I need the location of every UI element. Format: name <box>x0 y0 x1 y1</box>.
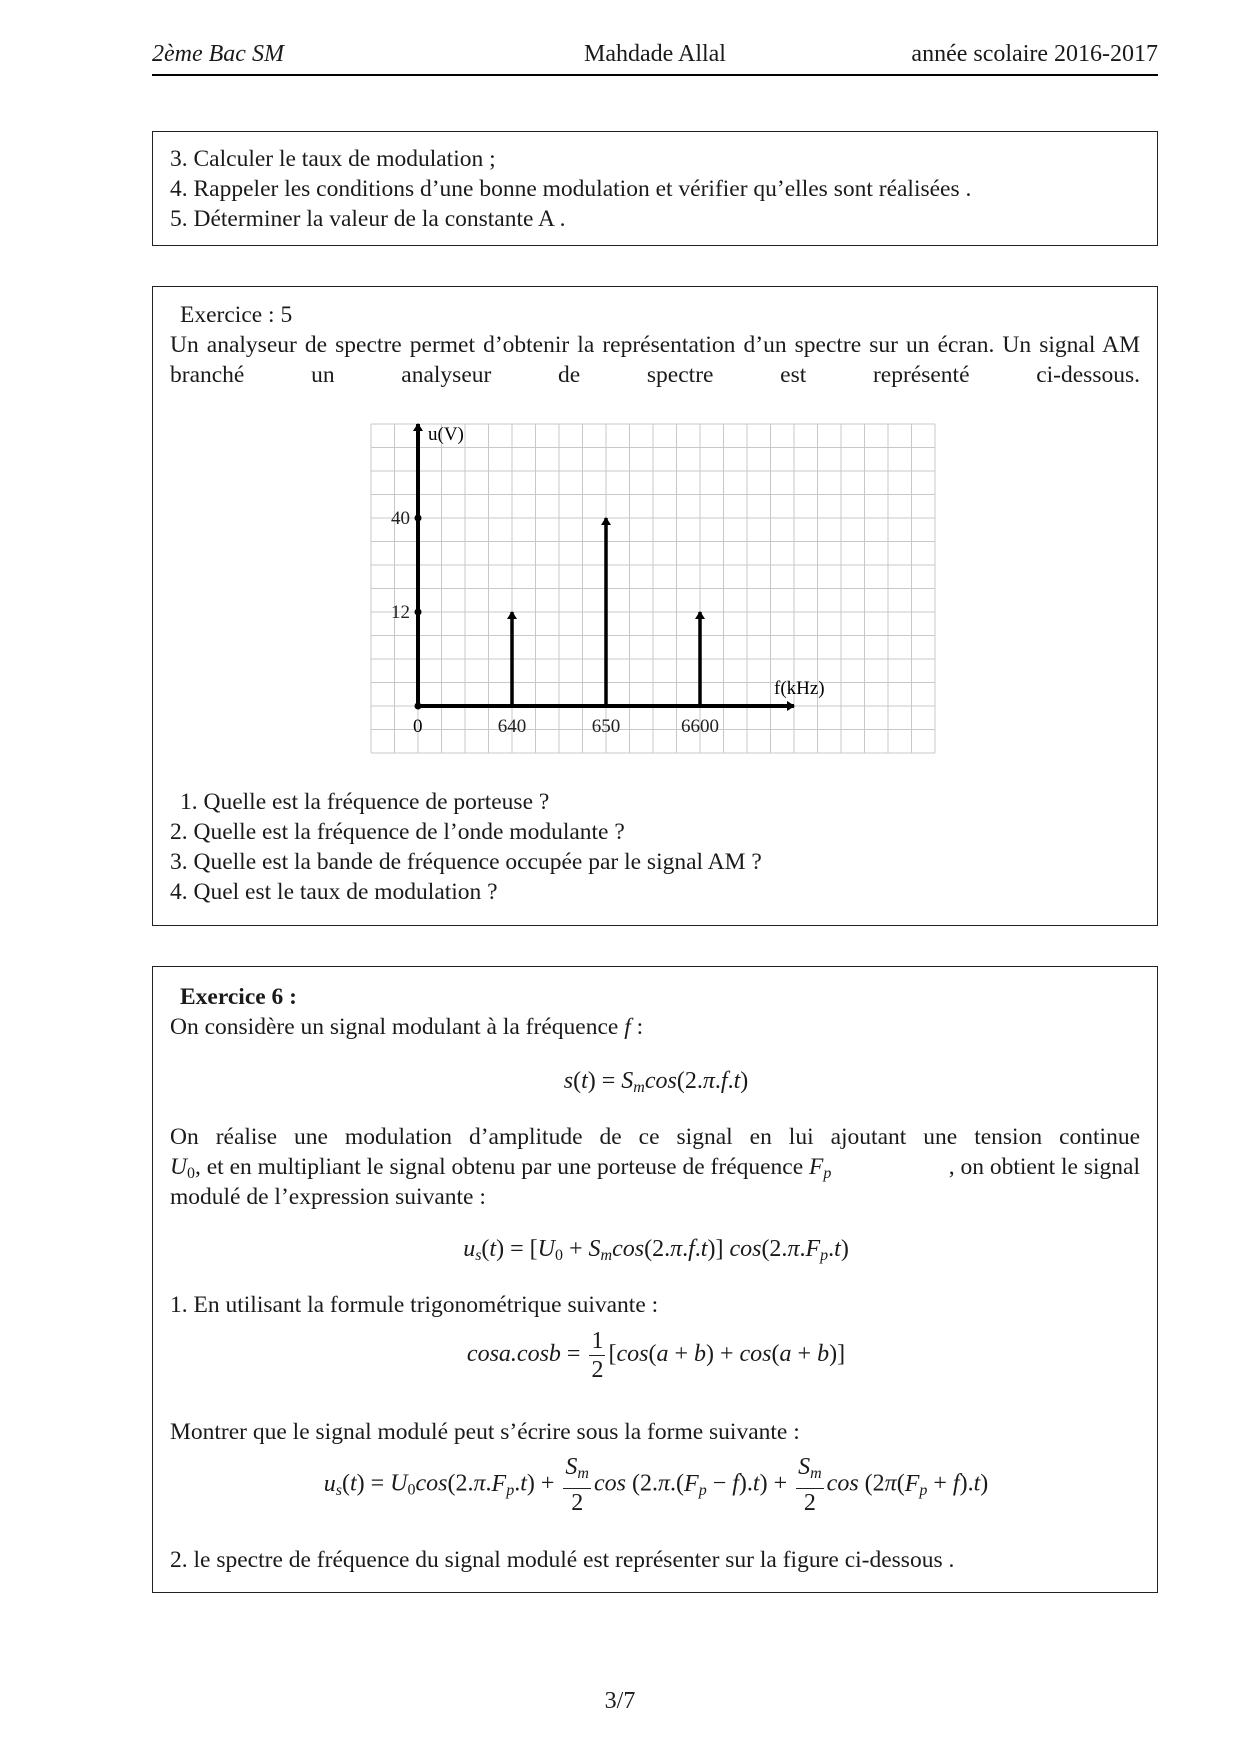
y-tick-label-12: 12 <box>391 602 410 623</box>
x-tick-label-650: 650 <box>591 716 621 737</box>
chart-grid <box>371 424 935 753</box>
ex6-paragraph-line2: $U_0$, et en multipliant le signal obtenu par une porteuse de fréquence $F_p$ , on obtient le signal <box>170 1154 1140 1182</box>
page-header <box>152 38 1158 76</box>
exercise-6-box <box>152 966 1158 1593</box>
exercise-6-title: Exercice 6 : <box>180 984 298 1010</box>
question-5: 5. Déterminer la valeur de la constante A . <box>170 206 566 232</box>
exercise-5-intro: Un analyseur de spectre permet d’obtenir la représentation d’un spectre sur un écran. Un signal AM branché un analyseur de spectre est représenté ci-dessous. <box>170 332 1140 388</box>
equation-signal: $s(t) = S_m\cos(2.\pi.f.t)$ <box>563 1068 749 1096</box>
page-number: 3/7 <box>604 1688 636 1714</box>
x-origin-label: 0 <box>413 716 423 737</box>
ex6-question-2: 2. le spectre de fréquence du signal modulé est représenter sur la figure ci-dessous . <box>170 1547 955 1573</box>
y-tick-dot-40 <box>415 515 422 522</box>
origin-dot <box>415 703 422 710</box>
y-tick-dot-12 <box>415 609 422 616</box>
ex5-question-4: 4. Quel est le taux de modulation ? <box>170 879 498 905</box>
equation-trig: cosa.cosb = $\frac{1}{2}$ [cos(a + b) + cos(a + b)] <box>466 1328 846 1383</box>
equation-modulated: $u_s(t) = [U_0 + S_m\cos(2.\pi.f.t)]$ $\cos(2.\pi.F_p.t)$ <box>463 1236 849 1264</box>
ex6-show-text: Montrer que le signal modulé peut s’écrire sous la forme suivante : <box>170 1419 800 1445</box>
header-class: 2ème Bac SM <box>152 41 284 67</box>
x-axis-label: f(kHz) <box>774 678 825 699</box>
ex5-question-2: 2. Quelle est la fréquence de l’onde modulante ? <box>170 819 625 845</box>
x-tick-label-640: 640 <box>497 716 527 737</box>
header-year: année scolaire 2016-2017 <box>911 41 1158 67</box>
exercise-5-title: Exercice : 5 <box>180 302 293 328</box>
equation-result: $u_s(t) = U_0\cos(2.\pi.F_p.t)$ + $\frac{S_m}{2}$ $\cos (2.\pi.(F_p - f).t)$ + $\frac{S_m}{2}$ $\cos (2\pi(F_p + f).t)$ <box>323 1454 989 1516</box>
y-axis-label: u(V) <box>428 424 464 445</box>
ex6-paragraph-line3: modulé de l’expression suivante : <box>170 1184 486 1210</box>
question-4: 4. Rappeler les conditions d’une bonne modulation et vérifier qu’elles sont réalisées . <box>170 176 972 202</box>
question-3: 3. Calculer le taux de modulation ; <box>170 146 496 172</box>
ex5-question-3: 3. Quelle est la bande de fréquence occupée par le signal AM ? <box>170 849 762 875</box>
y-tick-label-40: 40 <box>391 508 410 529</box>
ex6-question-1: 1. En utilisant la formule trigonométrique suivante : <box>170 1292 659 1318</box>
exercise-5-box <box>152 286 1158 926</box>
questions-box <box>152 131 1158 246</box>
ex6-paragraph-line1: On réalise une modulation d’amplitude de ce signal en lui ajoutant une tension continue <box>170 1124 1140 1150</box>
header-author: Mahdade Allal <box>584 41 726 67</box>
x-tick-label-6600: 6600 <box>681 716 719 737</box>
exercise-6-intro: On considère un signal modulant à la fréquence f : <box>170 1014 644 1040</box>
ex5-question-1: 1. Quelle est la fréquence de porteuse ? <box>180 789 550 815</box>
chart-axes <box>391 424 794 710</box>
